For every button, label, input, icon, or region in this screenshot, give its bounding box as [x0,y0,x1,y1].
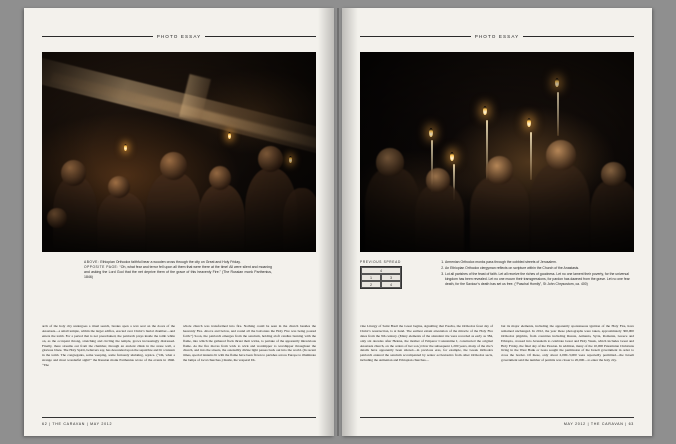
rule [360,36,471,37]
body-columns-left [42,324,316,416]
previous-spread-key [360,260,430,289]
running-head-right [360,30,634,42]
folio-rule [42,417,316,418]
body-paragraph: arch of the holy city undergoes a ritual search, breaks open a wax seal on the doors of the Anastasis—a small temple, within the larger edifice, erected over Christ’s burial chamber—and enters the tomb. For a period that is not preordained, the patriarch prays inside the tomb while on, as the occupant throng, stretching and circling the temple, grows increasingly distressed. Finally, there streams out from the chamber, through an ancient chink in the stone wall, a glorious blaze. The Holy Spirit, believers say, has descended upon the sepulchre and lit a lantern in the tomb. The congregants, some weeping, some furiously ululating, rejoice. (“Oh, what a strange and most wonderful sight!” the Russian monk Parthenius wrote of the events in 1846. “The [42,324,175,368]
caption-credit-lead: OPPOSITE PAGE: [84,265,119,270]
running-head-label: PHOTO ESSAY [156,33,202,39]
body-column [360,324,493,416]
previous-spread-label: PREVIOUS SPREAD [360,260,401,264]
photo-cross-procession [42,52,316,252]
photo-candlelit-faces [360,52,634,252]
page-left [24,8,334,436]
running-head-label: PHOTO ESSAY [474,33,520,39]
running-head-left [42,30,316,42]
key-cell: 4 [361,267,401,274]
body-paragraph: but its major elements, including the apparently spontaneous ignition of the Holy Fire, have remained unchanged. In 2012, the year these photographs were taken, approximately 300,000 Orthodox pilgrims, from countries including Russia, Armenia, Syria, Romania, Greece and Ethiopia, crossed into Jerusalem to celebrate Great and Holy Week, which includes Great and Holy Friday, the final day of the Passion. In addition, many of the 10,000 Palestinian Christians living in the West Bank or Gaza sought the permission of the Israeli government in order to cross the border. Of these, only about 2,000–3,000 were reportedly permitted—the Israeli government said the number of permits was closer to 20,000—to enter the holy city. [501,324,634,363]
key-cell: 1 [361,274,381,281]
list-item: 3. Lot all parishes of the feast of faith. Let all receive the riches of goodness. Let no one lament their poverty, for the universal kingdom has been revealed. Let no one mourn their transgressions, for pardon has dawned from the grave. Let no one fear death, for the Saviour’s death has set us free. (“Paschal Homily”, St John Chrysostom, ca. 400) [445,272,634,287]
caption-text: Ethiopian Orthodox faithful bear a wooden cross through the city on Great and Holy Friday. [99,260,241,264]
body-column [42,324,175,416]
folio-left: 62 | THE CARAVAN | MAY 2012 [42,422,113,426]
caption-credit-text: “Oh, what fear and terror fell upon all them that were there at the time! All were silent and moaning and asking the Lord God that the net deprive them of the grace of this heavenly Fire.” (The Russian monk Parthenius, 1846) [84,265,273,280]
caption-left [84,260,272,280]
folio-right: MAY 2012 | THE CARAVAN | 63 [563,422,634,426]
photo-vignette [360,52,634,252]
list-item: 1. Armenian Orthodox monks pass through the cobbled streets of Jerusalem. [445,260,634,265]
body-columns-right [360,324,634,416]
body-paragraph: whole church was transformed into fire. Nothing could be seen in the church besides the heavenly Fire. Above and below, and round all the balconies the Holy Fire was being poured forth.”) Soon, the patriarch emerges from the sanctum, holding aloft candles burning with the flame, into which the gathered flock thrust their wicks, to partake of the apparently miraculous flame. As the fire moves from wick to wick and worshipper to worshipper throughout the church, and into the streets, the ostensibly divine light passes back out into the world. (In recent times, special lanterns lit with the flame have been flown to parishes across Europe to illuminate the lamps of local churches.) Inside, the vesperal Di- [183,324,316,363]
body-paragraph: vine Liturgy of Saint Basil the Great begins, signalling that Pascha, the Orthodox feast day of Christ’s resurrection, is at hand. The earliest extant attestation of the miracle of the Holy Fire dates from the 9th century. (Many elements of the attendant rite were recorded as early as 384, only six decades after Helena, the mother of Emperor Constantine I, constructed the original Anastasis church, on the orders of her son.) Over the subsequent 1,200 years, many of the rite’s details have apparently been altered—in previous eras, for example, the Greek Orthodox patriarch entered the sanctum accompanied by senior ecclesiastics from other Orthodox sects, including the Armenian and Ethiopian churches— [360,324,493,363]
spread-center-line [337,8,339,436]
previous-spread-captions [438,260,634,289]
key-cell: 3 [381,274,401,281]
rule [42,36,153,37]
caption-lead: ABOVE: [84,260,100,264]
rule [523,36,634,37]
photo-vignette [42,52,316,252]
page-right [342,8,652,436]
body-column [183,324,316,416]
key-grid [360,266,402,289]
folio-rule [360,417,634,418]
list-item: 2. An Ethiopian Orthodox clergyman reflects on scripture within the Church of the Anastasis. [445,266,634,271]
key-cell: 4 [381,281,401,288]
body-column [501,324,634,416]
key-cell: 2 [361,281,381,288]
rule [205,36,316,37]
